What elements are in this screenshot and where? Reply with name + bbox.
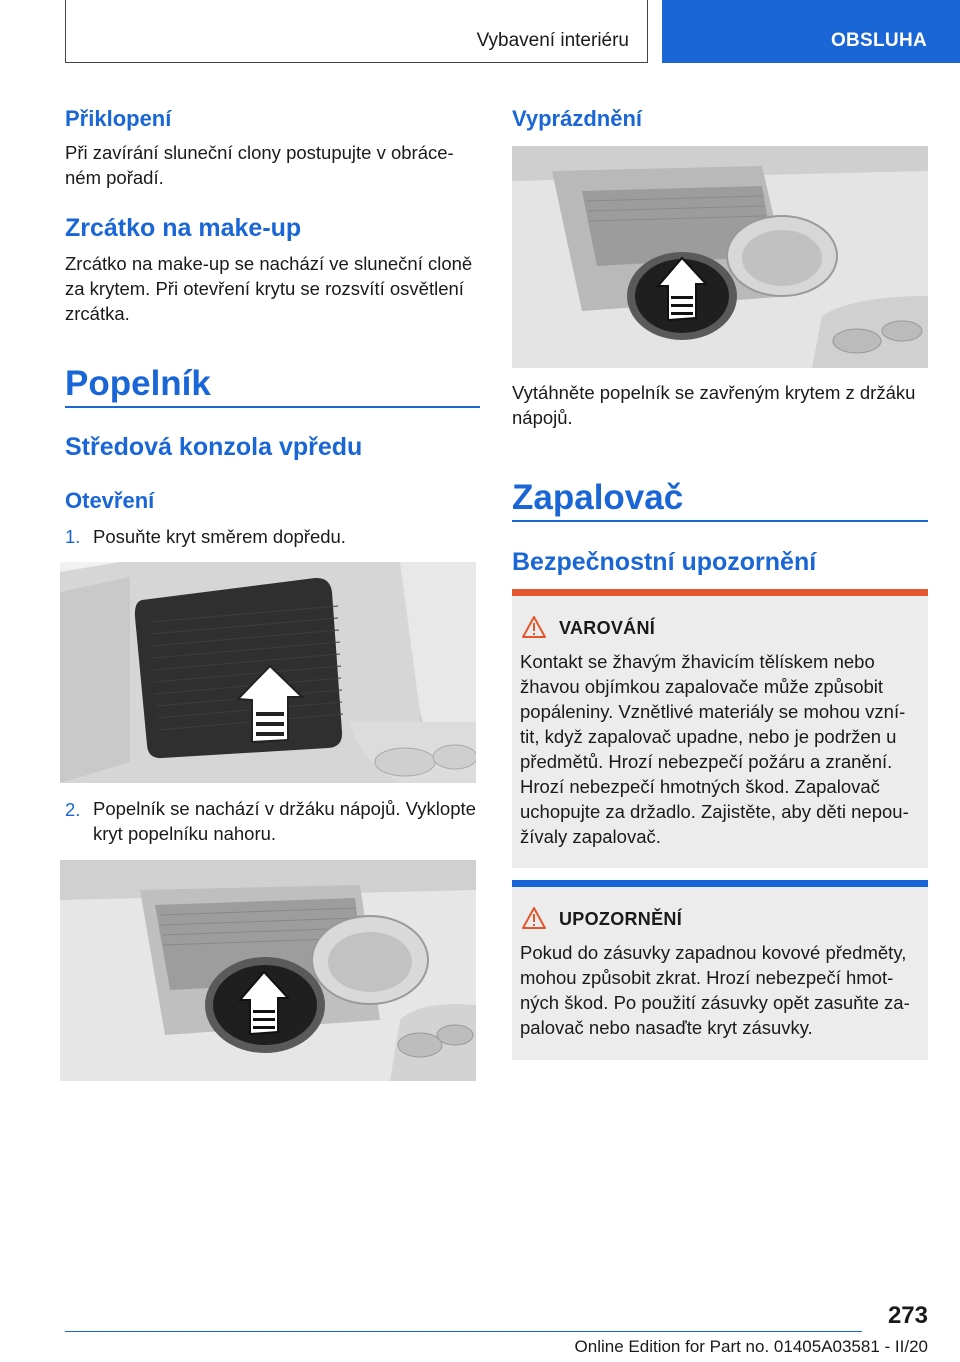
header-chapter-tab[interactable] [662, 0, 960, 63]
heading-ashtray: Popelník [65, 364, 211, 403]
text-line: Při zavírání sluneční clony postupujte v obráce- [65, 142, 454, 163]
text-line: uchopujte za držadlo. Zajistěte, aby děti nepou- [520, 801, 909, 822]
text-line: nápojů. [512, 407, 573, 428]
heading-safety: Bezpečnostní upozornění [512, 548, 817, 576]
heading-lighter: Zapalovač [512, 478, 684, 517]
header-chapter-label: OBSLUHA [830, 30, 927, 51]
text-line: mohou způsobit zkrat. Hrozí nebezpečí hmot- [520, 967, 894, 988]
text-line: popáleniny. Vznětlivé materiály se mohou vzní- [520, 701, 906, 722]
footer-rule [65, 1331, 862, 1332]
warning-triangle-icon [521, 615, 547, 639]
text-line: Popelník se nachází v držáku nápojů. Vyklopte [93, 798, 476, 819]
heading-empty: Vyprázdnění [512, 106, 642, 131]
text-line: žívaly zapalovač. [520, 826, 661, 847]
page-number: 273 [887, 1302, 928, 1329]
text-line: tit, když zapalovač upadne, nebo je podržen u [520, 726, 897, 747]
heading-underline [65, 406, 480, 408]
warning-bar [512, 589, 928, 596]
heading-console: Středová konzola vpředu [65, 433, 363, 461]
text-line: Posuňte kryt směrem dopředu. [93, 526, 346, 547]
step-number: 1. [65, 526, 81, 547]
step-text [93, 524, 346, 549]
notice-box [512, 880, 928, 1060]
text-line: předmětů. Hrozí nebezpečí požáru a zranění. [520, 751, 893, 772]
step-text [93, 796, 476, 846]
step-number: 2. [65, 799, 81, 820]
text-line: Zrcátko na make-up se nachází ve sluneční cloně [65, 253, 473, 274]
footer-edition: Online Edition for Part no. 01405A03581 - II/20 [574, 1337, 928, 1356]
text-line: kryt popelníku nahoru. [93, 823, 277, 844]
text-line: ných škod. Po použití zásuvky opět zasuňte za- [520, 992, 910, 1013]
warning-text [520, 649, 916, 849]
text-line: žhavou objímkou zapalovače může způsobit [520, 676, 884, 697]
illustration-remove-ashtray [512, 146, 928, 368]
notice-bar [512, 880, 928, 887]
text-line: palovač nebo nasaďte kryt zásuvky. [520, 1017, 813, 1038]
header-section-box [65, 0, 648, 63]
text-line: Vytáhněte popelník se zavřeným krytem z držáku [512, 382, 916, 403]
paragraph-empty [512, 380, 915, 430]
heading-underline [512, 520, 928, 522]
text-line: zrcátka. [65, 303, 130, 324]
paragraph-folding [65, 140, 454, 190]
paragraph-mirror [65, 251, 472, 326]
heading-mirror: Zrcátko na make-up [65, 214, 302, 242]
warning-triangle-icon [521, 906, 547, 930]
text-line: za krytem. Při otevření krytu se rozsvítí osvětlení [65, 278, 464, 299]
illustration-cover-closed [60, 562, 476, 783]
text-line: Pokud do zásuvky zapadnou kovové předměty, [520, 942, 907, 963]
heading-folding: Přiklopení [65, 106, 172, 131]
warning-box [512, 589, 928, 868]
text-line: ném pořadí. [65, 167, 164, 188]
heading-open: Otevření [65, 488, 155, 513]
notice-text [520, 940, 916, 1040]
illustration-cover-open [60, 860, 476, 1081]
text-line: Kontakt se žhavým žhavicím tělískem nebo [520, 651, 875, 672]
text-line: Hrozí nebezpečí hmotných škod. Zapalovač [520, 776, 880, 797]
notice-title: UPOZORNĚNÍ [559, 909, 683, 929]
warning-title: VAROVÁNÍ [559, 618, 656, 638]
header-section-title: Vybavení interiéru [476, 30, 629, 51]
